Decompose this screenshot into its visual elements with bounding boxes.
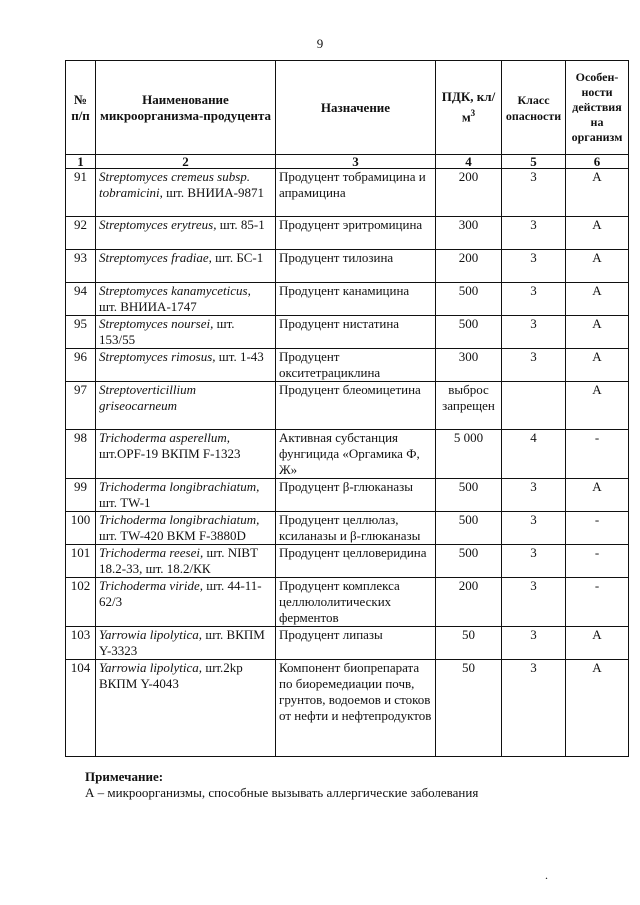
- strain-id: шт. ВНИИА-9871: [166, 185, 264, 200]
- row-number: 95: [66, 316, 96, 349]
- table-row: [66, 283, 629, 316]
- organism-cell: [96, 283, 276, 316]
- hazard-class-cell: 3: [502, 512, 566, 545]
- header-hazard-class: Класс опасности: [502, 61, 566, 155]
- column-number: 6: [566, 155, 629, 169]
- organism-name: Yarrowia lipolytica,: [99, 660, 203, 675]
- hazard-class-cell: 3: [502, 627, 566, 660]
- organism-name: Streptomyces erytreus,: [99, 217, 217, 232]
- strain-id: шт. ВНИИА-1747: [99, 299, 197, 314]
- table-row: [66, 169, 629, 217]
- strain-id: шт.2kp ВКПМ Y-4043: [99, 660, 243, 691]
- purpose-cell: Продуцент нистатина: [276, 316, 436, 349]
- pdk-cell: 500: [436, 512, 502, 545]
- row-number: 92: [66, 217, 96, 250]
- features-cell: А: [566, 349, 629, 382]
- organism-cell: [96, 479, 276, 512]
- pdk-cell: 500: [436, 479, 502, 512]
- strain-id: шт. 85-1: [219, 217, 265, 232]
- table-row: [66, 349, 629, 382]
- header-features: Особен-ности действия на организм: [566, 61, 629, 155]
- strain-id: шт.OPF-19 ВКПМ F-1323: [99, 446, 241, 461]
- features-cell: -: [566, 578, 629, 627]
- pdk-cell: выброс запрещен: [436, 382, 502, 430]
- organism-name: Streptomyces kanamyceticus,: [99, 283, 251, 298]
- row-number: 98: [66, 430, 96, 479]
- features-cell: А: [566, 217, 629, 250]
- row-number: 100: [66, 512, 96, 545]
- table-row: [66, 479, 629, 512]
- column-number-row: [66, 155, 629, 169]
- footer-mark: .: [545, 868, 548, 882]
- column-number: 2: [96, 155, 276, 169]
- pdk-cell: 300: [436, 217, 502, 250]
- hazard-class-cell: 3: [502, 660, 566, 757]
- features-cell: А: [566, 479, 629, 512]
- organism-cell: [96, 627, 276, 660]
- header-number: № п/п: [66, 61, 96, 155]
- table-row: [66, 545, 629, 578]
- organism-name: Trichoderma reesei,: [99, 545, 204, 560]
- strain-id: шт. 153/55: [99, 316, 235, 347]
- table-row: [66, 217, 629, 250]
- purpose-cell: Активная субстанция фунгицида «Оргамика Ф, Ж»: [276, 430, 436, 479]
- table-row: [66, 578, 629, 627]
- hazard-class-cell: 3: [502, 283, 566, 316]
- strain-id: шт. NIBT 18.2-33, шт. 18.2/КК: [99, 545, 258, 576]
- organism-name: Trichoderma viride,: [99, 578, 203, 593]
- table-body: [66, 169, 629, 757]
- strain-id: шт. TW-1: [99, 495, 151, 510]
- organism-name: Trichoderma asperellum,: [99, 430, 230, 445]
- row-number: 94: [66, 283, 96, 316]
- note: [85, 769, 478, 801]
- hazard-class-cell: [502, 382, 566, 430]
- purpose-cell: Продуцент блеомицетина: [276, 382, 436, 430]
- hazard-class-cell: 3: [502, 349, 566, 382]
- pdk-cell: 50: [436, 660, 502, 757]
- features-cell: -: [566, 430, 629, 479]
- organism-cell: [96, 512, 276, 545]
- organism-cell: [96, 545, 276, 578]
- organism-name: Streptomyces rimosus,: [99, 349, 216, 364]
- column-number: 1: [66, 155, 96, 169]
- features-cell: А: [566, 250, 629, 283]
- pdk-cell: 50: [436, 627, 502, 660]
- page-number: 9: [316, 36, 324, 51]
- purpose-cell: Продуцент липазы: [276, 627, 436, 660]
- header-pdk: [436, 61, 502, 155]
- pdk-cell: 500: [436, 316, 502, 349]
- features-cell: А: [566, 283, 629, 316]
- purpose-cell: Продуцент окситетрациклина: [276, 349, 436, 382]
- purpose-cell: Продуцент целлюлаз, ксиланазы и β-глюканазы: [276, 512, 436, 545]
- features-cell: -: [566, 512, 629, 545]
- row-number: 101: [66, 545, 96, 578]
- microorganism-table: [65, 60, 629, 757]
- table-row: [66, 382, 629, 430]
- purpose-cell: Компонент биопрепарата по биоремедиации почв, грунтов, водоемов и стоков от нефти и нефтепродуктов: [276, 660, 436, 757]
- organism-cell: [96, 169, 276, 217]
- strain-id: шт. 44-11-62/3: [99, 578, 262, 609]
- row-number: 104: [66, 660, 96, 757]
- hazard-class-cell: 3: [502, 316, 566, 349]
- row-number: 99: [66, 479, 96, 512]
- hazard-class-cell: 3: [502, 169, 566, 217]
- organism-name: Streptoverticillium griseocarneum: [99, 382, 196, 413]
- organism-cell: [96, 250, 276, 283]
- organism-cell: [96, 660, 276, 757]
- table-row: [66, 512, 629, 545]
- organism-name: Streptomyces noursei,: [99, 316, 214, 331]
- note-title: Примечание:: [85, 769, 164, 784]
- features-cell: А: [566, 169, 629, 217]
- features-cell: А: [566, 627, 629, 660]
- strain-id: шт. 1-43: [218, 349, 264, 364]
- row-number: 103: [66, 627, 96, 660]
- purpose-cell: Продуцент β-глюканазы: [276, 479, 436, 512]
- features-cell: А: [566, 660, 629, 757]
- column-number: 5: [502, 155, 566, 169]
- row-number: 97: [66, 382, 96, 430]
- table-row: [66, 250, 629, 283]
- purpose-cell: Продуцент эритромицина: [276, 217, 436, 250]
- organism-cell: [96, 382, 276, 430]
- pdk-cell: 500: [436, 545, 502, 578]
- organism-name: Trichoderma longibrachiatum,: [99, 479, 260, 494]
- strain-id: шт. БС-1: [215, 250, 264, 265]
- features-cell: А: [566, 382, 629, 430]
- pdk-cell: 200: [436, 169, 502, 217]
- table-row: [66, 660, 629, 757]
- purpose-cell: Продуцент комплекса целлюлолитических ферментов: [276, 578, 436, 627]
- organism-cell: [96, 430, 276, 479]
- organism-cell: [96, 316, 276, 349]
- header-name: Наименование микроорганизма-продуцента: [96, 61, 276, 155]
- header-pdk-label: ПДК, кл/м: [441, 89, 496, 125]
- hazard-class-cell: 3: [502, 578, 566, 627]
- pdk-cell: 5 000: [436, 430, 502, 479]
- row-number: 91: [66, 169, 96, 217]
- organism-cell: [96, 217, 276, 250]
- row-number: 93: [66, 250, 96, 283]
- hazard-class-cell: 4: [502, 430, 566, 479]
- row-number: 102: [66, 578, 96, 627]
- column-number: 4: [436, 155, 502, 169]
- hazard-class-cell: 3: [502, 217, 566, 250]
- note-text: А – микроорганизмы, способные вызывать аллергические заболевания: [85, 785, 479, 800]
- header-pdk-sup: 3: [470, 108, 476, 119]
- strain-id: шт. TW-420 ВКМ F-3880D: [99, 528, 246, 543]
- purpose-cell: Продуцент тилозина: [276, 250, 436, 283]
- header-row: [66, 61, 629, 155]
- organism-name: Streptomyces cremeus subsp. tobramicini,: [99, 169, 251, 200]
- pdk-cell: 500: [436, 283, 502, 316]
- header-purpose: Назначение: [276, 61, 436, 155]
- column-number: 3: [276, 155, 436, 169]
- table-row: [66, 316, 629, 349]
- pdk-cell: 200: [436, 250, 502, 283]
- strain-id: шт. ВКПМ Y-3323: [99, 627, 265, 658]
- pdk-cell: 300: [436, 349, 502, 382]
- organism-name: Streptomyces fradiae,: [99, 250, 212, 265]
- purpose-cell: Продуцент тобрамицина и апрамицина: [276, 169, 436, 217]
- table-row: [66, 430, 629, 479]
- features-cell: -: [566, 545, 629, 578]
- features-cell: А: [566, 316, 629, 349]
- purpose-cell: Продуцент целловеридина: [276, 545, 436, 578]
- row-number: 96: [66, 349, 96, 382]
- table-row: [66, 627, 629, 660]
- hazard-class-cell: 3: [502, 479, 566, 512]
- pdk-cell: 200: [436, 578, 502, 627]
- purpose-cell: Продуцент канамицина: [276, 283, 436, 316]
- organism-cell: [96, 578, 276, 627]
- organism-name: Trichoderma longibrachiatum,: [99, 512, 260, 527]
- hazard-class-cell: 3: [502, 250, 566, 283]
- organism-name: Yarrowia lipolytica,: [99, 627, 203, 642]
- organism-cell: [96, 349, 276, 382]
- hazard-class-cell: 3: [502, 545, 566, 578]
